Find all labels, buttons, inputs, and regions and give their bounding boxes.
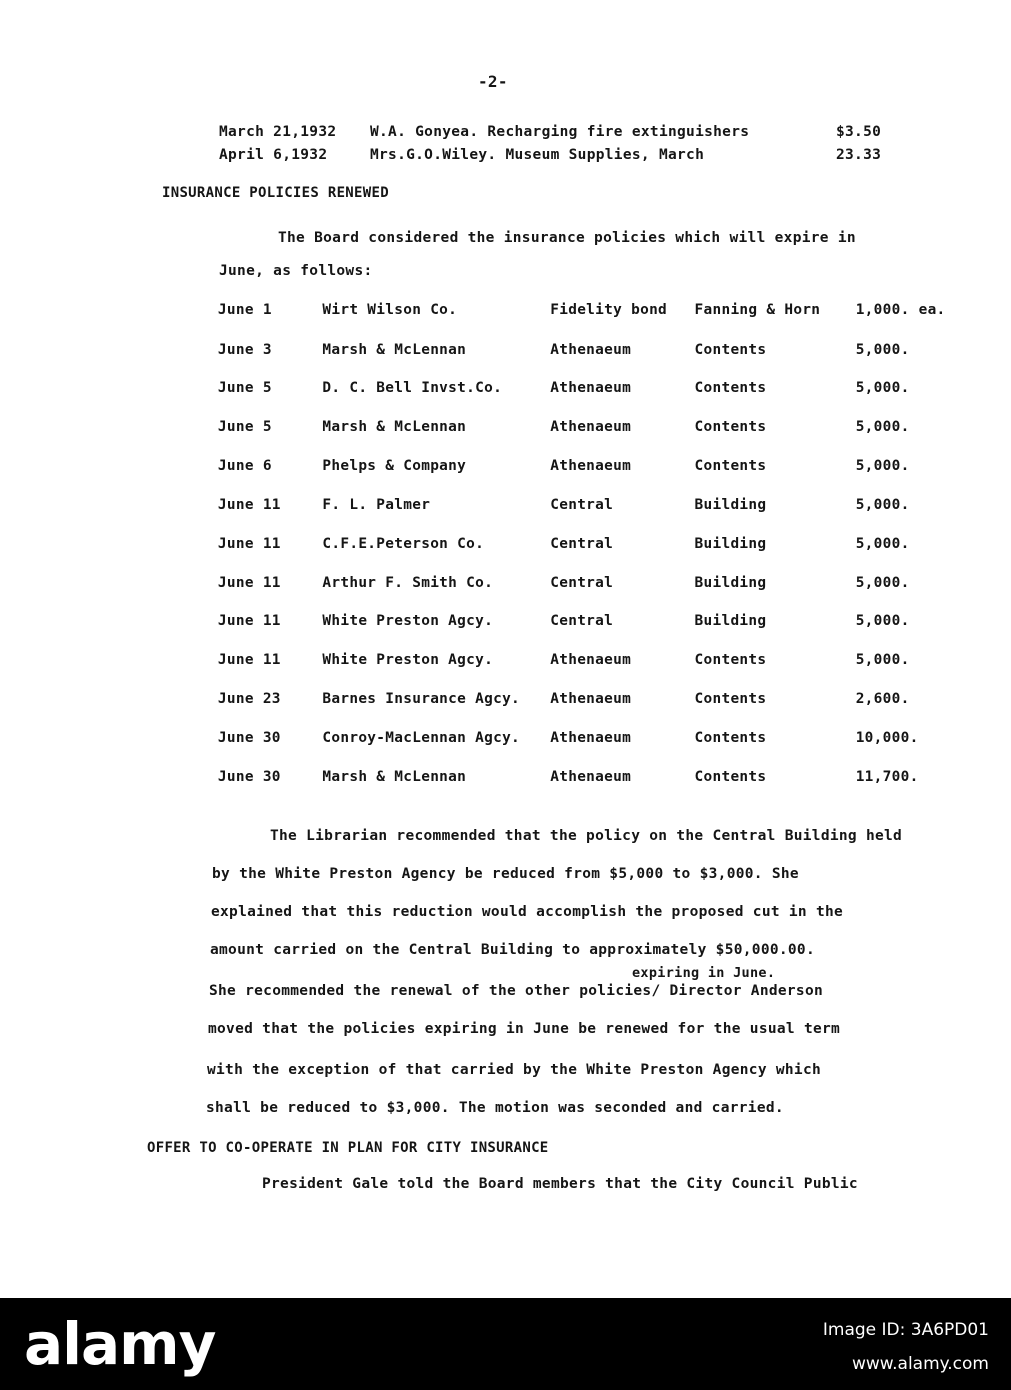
policy-date: June 6 <box>217 458 272 474</box>
paragraph-line: amount carried on the Central Building to approximately $50,000.00. <box>210 942 815 958</box>
policy-company: Central <box>550 497 614 513</box>
policy-agency: White Preston Agcy. <box>322 613 494 629</box>
policy-agency: F. L. Palmer <box>322 497 431 513</box>
table-row <box>0 536 1006 558</box>
insurance-heading: INSURANCE POLICIES RENEWED <box>162 185 389 201</box>
table-row <box>0 691 1006 713</box>
intro-line: June, as follows: <box>219 263 373 279</box>
policy-coverage: Contents <box>694 419 767 435</box>
table-row <box>0 458 1006 480</box>
policy-coverage: Contents <box>694 652 767 668</box>
watermark-bar <box>0 1298 1011 1390</box>
paragraph-line: She recommended the renewal of the other policies/ Director Anderson <box>209 983 824 999</box>
table-row <box>0 419 1006 441</box>
policy-amount: 5,000. <box>855 458 910 474</box>
policy-amount: 5,000. <box>855 419 910 435</box>
page-number: -2- <box>478 72 508 91</box>
policy-company: Athenaeum <box>550 458 632 474</box>
paragraph-line: President Gale told the Board members that the City Council Public <box>262 1176 858 1192</box>
policy-date: June 5 <box>217 419 272 435</box>
policy-amount: 5,000. <box>855 536 910 552</box>
policy-date: June 11 <box>217 575 281 591</box>
city-insurance-heading: OFFER TO CO-OPERATE IN PLAN FOR CITY INSURANCE <box>147 1140 549 1156</box>
paragraph-line: shall be reduced to $3,000. The motion was seconded and carried. <box>206 1100 784 1116</box>
policy-coverage: Contents <box>694 458 767 474</box>
policy-date: June 11 <box>217 652 281 668</box>
expense-date: March 21,1932 <box>219 124 337 140</box>
policy-date: June 11 <box>217 613 281 629</box>
policy-date: June 3 <box>217 342 272 358</box>
policy-amount: 11,700. <box>855 769 919 785</box>
policy-amount: 5,000. <box>855 613 910 629</box>
policy-amount: 5,000. <box>855 652 910 668</box>
policy-date: June 23 <box>217 691 281 707</box>
policy-company: Athenaeum <box>550 380 632 396</box>
policy-coverage: Building <box>694 497 767 513</box>
policy-amount: 1,000. ea. <box>855 302 946 318</box>
policy-coverage: Fanning & Horn <box>694 302 821 318</box>
policy-agency: Wirt Wilson Co. <box>322 302 458 318</box>
policy-company: Athenaeum <box>550 419 632 435</box>
policy-agency: White Preston Agcy. <box>322 652 494 668</box>
policy-company: Fidelity bond <box>550 302 668 318</box>
table-row <box>0 380 1006 402</box>
policy-agency: D. C. Bell Invst.Co. <box>322 380 503 396</box>
policy-coverage: Contents <box>694 769 767 785</box>
policy-agency: C.F.E.Peterson Co. <box>322 536 485 552</box>
intro-line: The Board considered the insurance policies which will expire in <box>278 230 856 246</box>
policy-agency: Phelps & Company <box>322 458 467 474</box>
policy-amount: 10,000. <box>855 730 919 746</box>
table-row <box>0 342 1006 364</box>
policy-agency: Marsh & McLennan <box>322 342 467 358</box>
policy-company: Athenaeum <box>550 342 632 358</box>
expense-amount: $3.50 <box>836 124 882 140</box>
table-row <box>0 613 1006 635</box>
table-row <box>0 652 1006 674</box>
paragraph-line: moved that the policies expiring in June be renewed for the usual term <box>208 1021 841 1037</box>
policy-date: June 11 <box>217 536 281 552</box>
insertion-note: expiring in June. <box>632 965 776 981</box>
policy-coverage: Contents <box>694 342 767 358</box>
policy-agency: Conroy-MacLennan Agcy. <box>322 730 521 746</box>
policy-company: Athenaeum <box>550 691 632 707</box>
paragraph-line: The Librarian recommended that the policy on the Central Building held <box>270 828 903 844</box>
paragraph-line: by the White Preston Agency be reduced from $5,000 to $3,000. She <box>212 866 799 882</box>
policy-company: Central <box>550 575 614 591</box>
policy-date: June 5 <box>217 380 272 396</box>
expense-date: April 6,1932 <box>219 147 328 163</box>
policy-agency: Arthur F. Smith Co. <box>322 575 494 591</box>
policy-agency: Marsh & McLennan <box>322 419 467 435</box>
table-row <box>0 730 1006 752</box>
policy-coverage: Contents <box>694 380 767 396</box>
policy-company: Athenaeum <box>550 730 632 746</box>
policy-amount: 5,000. <box>855 342 910 358</box>
policy-date: June 30 <box>217 730 281 746</box>
policy-company: Central <box>550 536 614 552</box>
table-row <box>0 769 1006 791</box>
policy-coverage: Building <box>694 536 767 552</box>
paragraph-line: explained that this reduction would accomplish the proposed cut in the <box>211 904 844 920</box>
policy-date: June 11 <box>217 497 281 513</box>
policy-date: June 30 <box>217 769 281 785</box>
table-row <box>0 302 1006 324</box>
policy-coverage: Building <box>694 613 767 629</box>
policy-date: June 1 <box>217 302 272 318</box>
paragraph-line: with the exception of that carried by the White Preston Agency which <box>207 1062 822 1078</box>
policy-agency: Barnes Insurance Agcy. <box>322 691 521 707</box>
expense-description: Mrs.G.O.Wiley. Museum Supplies, March <box>370 147 705 163</box>
brand-logo: alamy <box>24 1310 216 1378</box>
policy-amount: 5,000. <box>855 497 910 513</box>
policy-amount: 2,600. <box>855 691 910 707</box>
policy-coverage: Building <box>694 575 767 591</box>
policy-amount: 5,000. <box>855 380 910 396</box>
policy-agency: Marsh & McLennan <box>322 769 467 785</box>
expense-description: W.A. Gonyea. Recharging fire extinguishers <box>370 124 750 140</box>
site-url: www.alamy.com <box>851 1354 989 1374</box>
policy-amount: 5,000. <box>855 575 910 591</box>
policy-company: Athenaeum <box>550 652 632 668</box>
expense-amount: 23.33 <box>836 147 882 163</box>
policy-company: Central <box>550 613 614 629</box>
table-row <box>0 575 1006 597</box>
policy-coverage: Contents <box>694 730 767 746</box>
policy-company: Athenaeum <box>550 769 632 785</box>
image-id-label: Image ID: 3A6PD01 <box>822 1320 989 1340</box>
policy-coverage: Contents <box>694 691 767 707</box>
table-row <box>0 497 1006 519</box>
